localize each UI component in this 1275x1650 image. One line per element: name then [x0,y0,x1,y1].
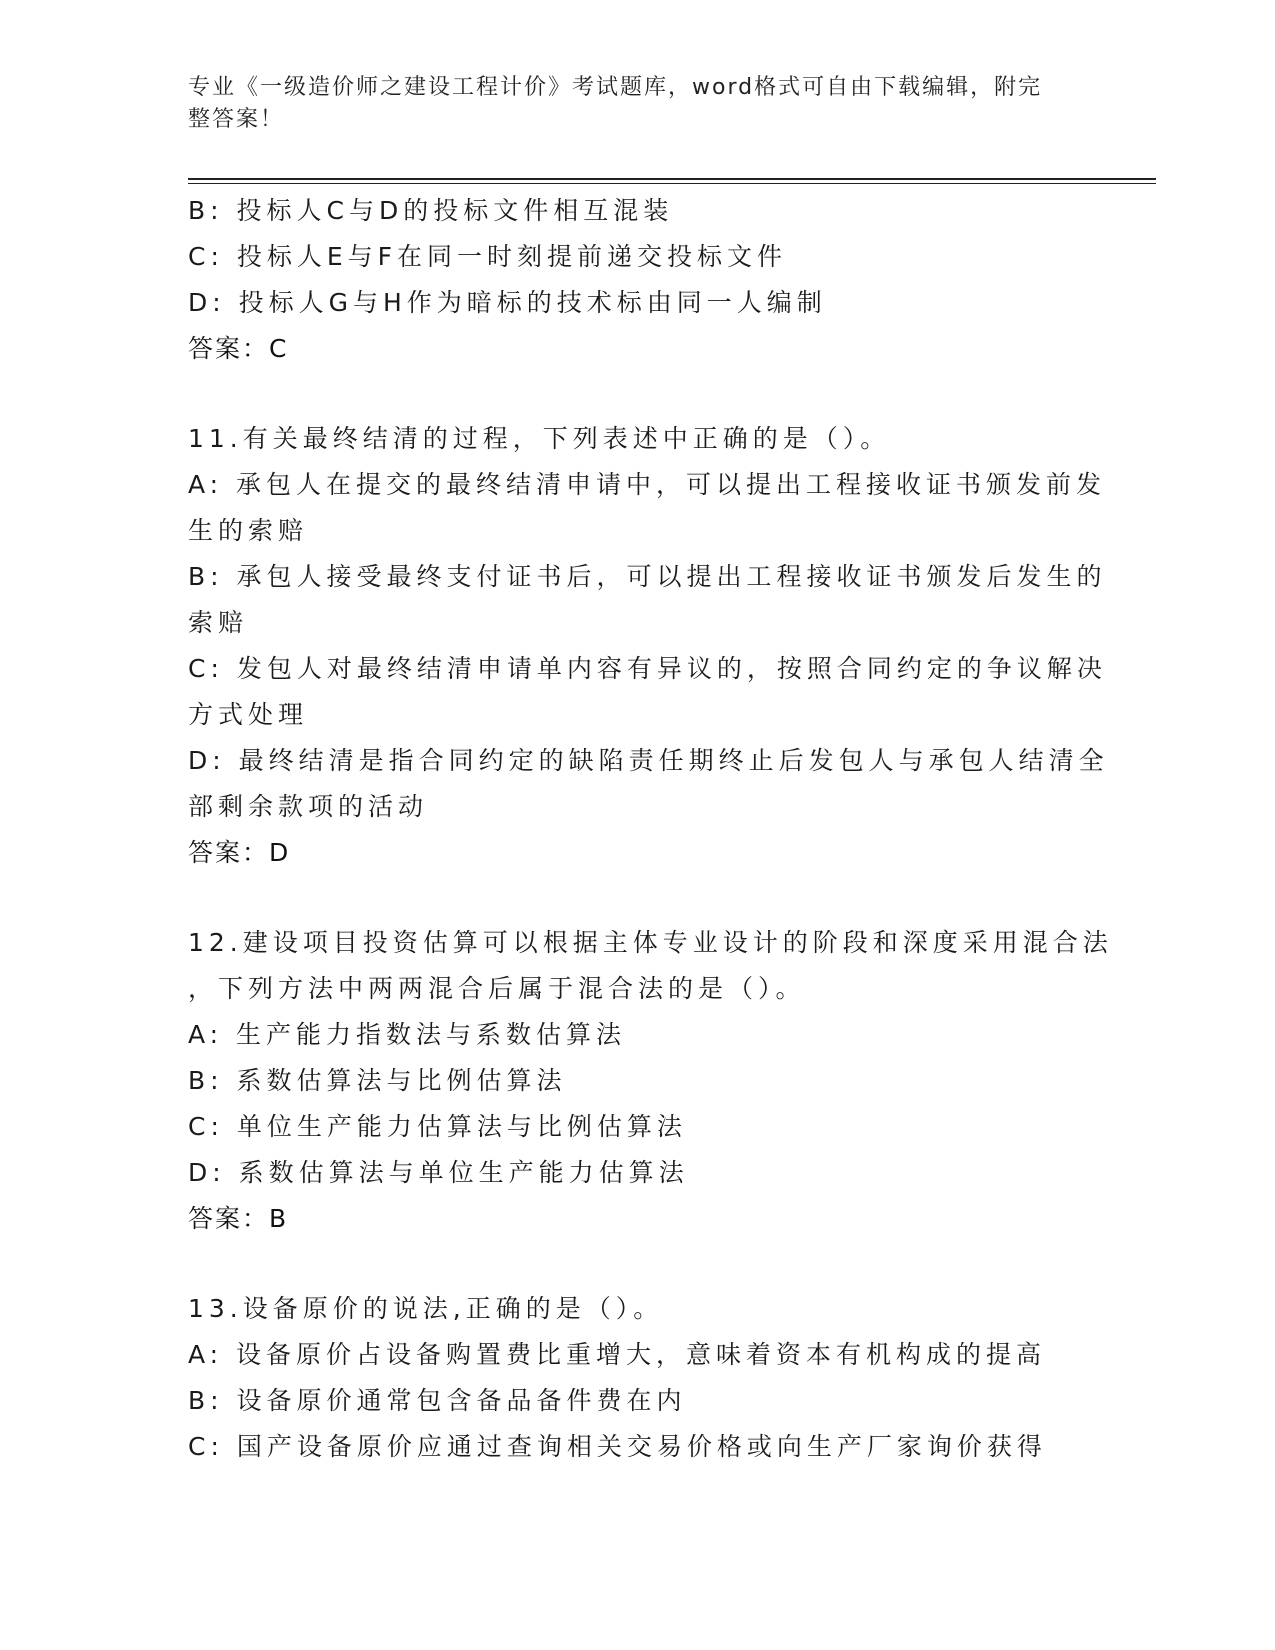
document-header [188,72,1068,136]
option-b: B: 投标人C与D的投标文件相互混装 [188,196,674,225]
question-12 [188,920,1113,1242]
option-a: A: 设备原价占设备购置费比重增大，意味着资本有机构成的提高 [188,1340,1047,1369]
question-stem: 13.设备原价的说法,正确的是（）。 [188,1294,664,1323]
question-stem: 11.有关最终结清的过程，下列表述中正确的是（）。 [188,424,891,453]
option-b: B: 系数估算法与比例估算法 [188,1066,567,1095]
question-10-fragment [188,188,1088,372]
answer-line: 答案：B [188,1204,289,1233]
option-d-line-2: 部剩余款项的活动 [188,792,429,821]
spacer [188,372,1088,416]
option-c: C: 投标人E与F在同一时刻提前递交投标文件 [188,242,788,271]
option-a: A: 生产能力指数法与系数估算法 [188,1020,627,1049]
option-b-line-1: B: 承包人接受最终支付证书后，可以提出工程接收证书颁发后发生的 [188,562,1107,591]
header-divider-thick [188,178,1156,180]
option-c-line-1: C: 发包人对最终结清申请单内容有异议的，按照合同约定的争议解决 [188,654,1107,683]
question-13 [188,1286,1088,1470]
option-d: D: 投标人G与H作为暗标的技术标由同一人编制 [188,288,827,317]
spacer [188,1242,1088,1286]
option-a-line-2: 生的索赔 [188,516,309,545]
header-line-2: 整答案！ [188,107,285,132]
option-d: D: 系数估算法与单位生产能力估算法 [188,1158,689,1187]
option-c: C: 单位生产能力估算法与比例估算法 [188,1112,687,1141]
question-stem-line-2: ，下列方法中两两混合后属于混合法的是（）。 [188,974,806,1003]
option-d-line-1: D: 最终结清是指合同约定的缺陷责任期终止后发包人与承包人结清全 [188,746,1109,775]
option-b: B: 设备原价通常包含备品备件费在内 [188,1386,687,1415]
option-c-line-2: 方式处理 [188,700,309,729]
option-a-line-1: A: 承包人在提交的最终结清申请中，可以提出工程接收证书颁发前发 [188,470,1107,499]
spacer [188,876,1088,920]
option-b-line-2: 索赔 [188,608,249,637]
option-c: C: 国产设备原价应通过查询相关交易价格或向生产厂家询价获得 [188,1432,1047,1461]
answer-line: 答案：D [188,838,291,867]
question-stem-line-1: 12.建设项目投资估算可以根据主体专业设计的阶段和深度采用混合法 [188,928,1113,957]
question-11 [188,416,1109,876]
header-line-1: 专业《一级造价师之建设工程计价》考试题库，word格式可自由下载编辑，附完 [188,75,1043,100]
header-divider-thin [188,183,1156,184]
question-list [188,188,1113,1470]
answer-line: 答案：C [188,334,289,363]
